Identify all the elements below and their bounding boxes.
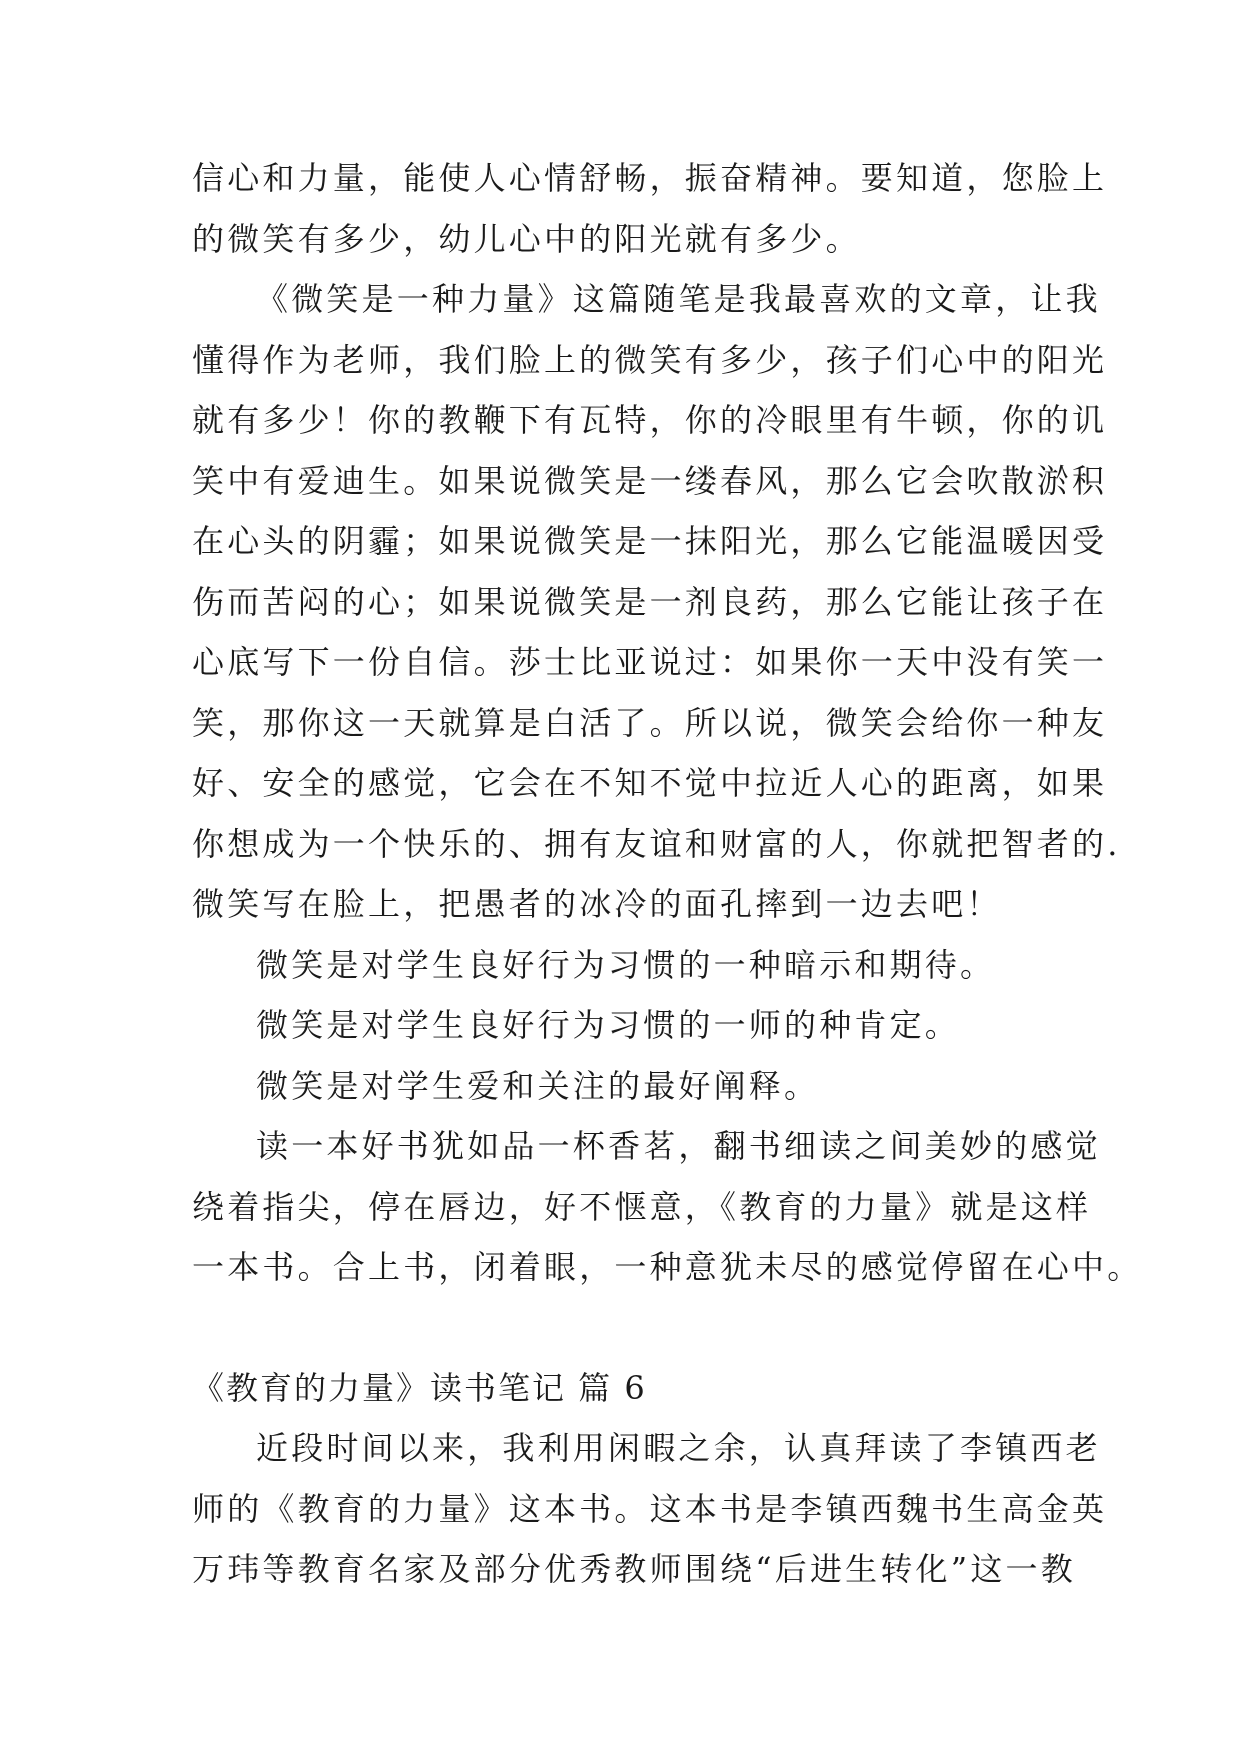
paragraph-line: 你想成为一个快乐的、拥有友谊和财富的人，你就把智者的. bbox=[192, 824, 1121, 863]
paragraph-line: 万玮等教育名家及部分优秀教师围绕“后进生转化”这一教 bbox=[192, 1550, 1076, 1588]
paragraph-line: 好、安全的感觉，它会在不知不觉中拉近人心的距离，如果 bbox=[192, 764, 1108, 802]
paragraph-line: 读一本好书犹如品一杯香茗，翻书细读之间美妙的感觉 bbox=[256, 1127, 1101, 1165]
paragraph-line: 近段时间以来，我利用闲暇之余，认真拜读了李镇西老 bbox=[256, 1429, 1101, 1467]
paragraph-line: 伤而苦闷的心；如果说微笑是一剂良药，那么它能让孩子在 bbox=[192, 582, 1108, 621]
paragraph-line: 信心和力量，能使人心情舒畅，振奋精神。要知道，您脸上 bbox=[192, 159, 1108, 197]
paragraph-line: 笑，那你这一天就算是白活了。所以说，微笑会给你一种友 bbox=[192, 703, 1108, 742]
paragraph-line: 的微笑有多少，幼儿心中的阳光就有多少。 bbox=[192, 219, 861, 258]
paragraph-line: 《微笑是一种力量》这篇随笔是我最喜欢的文章，让我 bbox=[256, 280, 1101, 318]
paragraph-line: 笑中有爱迪生。如果说微笑是一缕春风，那么它会吹散淤积 bbox=[192, 461, 1108, 500]
paragraph-line: 微笑写在脸上，把愚者的冰冷的面孔摔到一边去吧！ bbox=[192, 885, 1002, 923]
section-heading: 《教育的力量》读书笔记 篇 6 bbox=[192, 1368, 647, 1407]
paragraph-line: 微笑是对学生爱和关注的最好阐释。 bbox=[256, 1066, 820, 1105]
paragraph-line: 绕着指尖，停在唇边，好不惬意，《教育的力量》就是这样 bbox=[192, 1187, 1092, 1226]
paragraph-line: 一本书。合上书，闭着眼，一种意犹未尽的感觉停留在心中。 bbox=[192, 1248, 1143, 1286]
document-page bbox=[192, 148, 1143, 1600]
paragraph-line: 在心头的阴霾；如果说微笑是一抹阳光，那么它能温暖因受 bbox=[192, 522, 1108, 560]
paragraph-line: 懂得作为老师，我们脸上的微笑有多少，孩子们心中的阳光 bbox=[192, 340, 1108, 379]
paragraph-line: 微笑是对学生良好行为习惯的一师的种肯定。 bbox=[256, 1006, 961, 1044]
paragraph-line: 师的《教育的力量》这本书。这本书是李镇西魏书生高金英 bbox=[192, 1489, 1108, 1528]
paragraph-line: 心底写下一份自信。莎士比亚说过：如果你一天中没有笑一 bbox=[192, 643, 1108, 681]
paragraph-line: 微笑是对学生良好行为习惯的一种暗示和期待。 bbox=[256, 945, 996, 984]
paragraph-line: 就有多少！你的教鞭下有瓦特，你的冷眼里有牛顿，你的讥 bbox=[192, 401, 1108, 439]
